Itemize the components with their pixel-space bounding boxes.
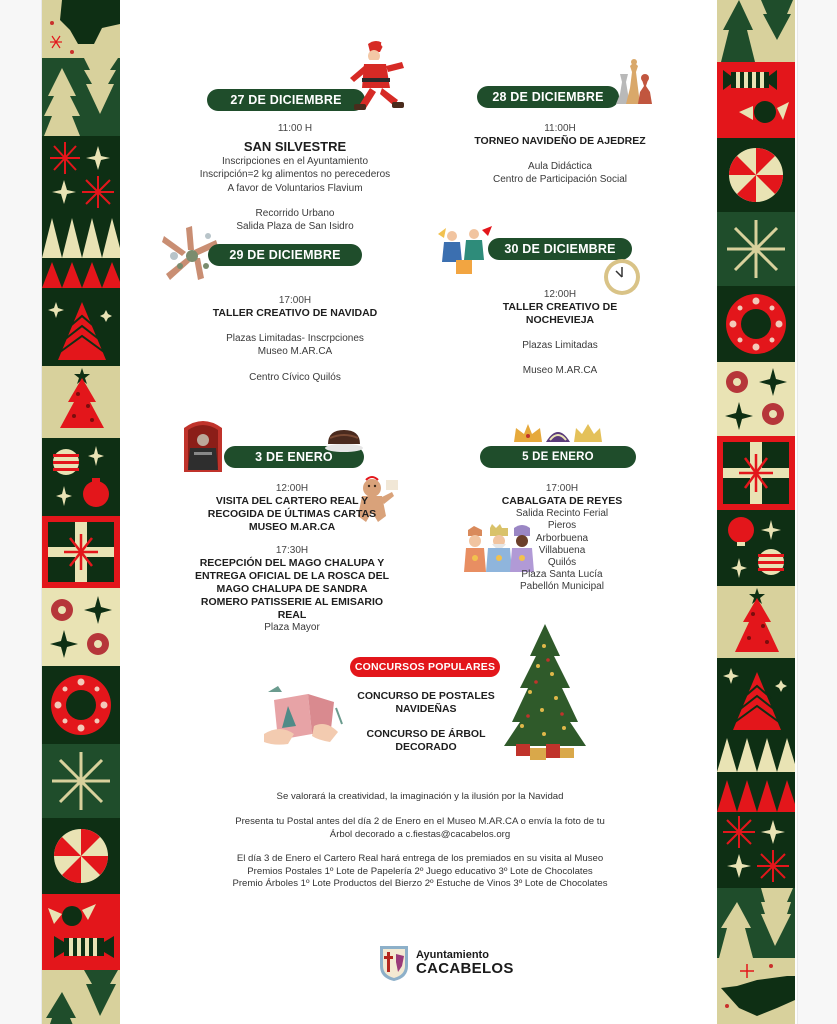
postcard-craft-icon — [264, 684, 344, 748]
stars-tile — [42, 136, 120, 214]
contests-header-pill — [350, 657, 500, 677]
event-title: MUSEO M.AR.CA — [248, 521, 336, 534]
contests-list — [346, 690, 506, 754]
footer-line: Premios Postales 1º Lote de Papelería 2º Juego educativo 3º Lote de Chocolates — [247, 865, 593, 877]
pine-trees-tile — [42, 970, 120, 1024]
event-29-dic — [190, 294, 400, 384]
dove-icon — [717, 958, 795, 1024]
christmas-tree-icon — [42, 288, 120, 366]
date-pill-5-ene — [480, 446, 636, 468]
chess-pieces-icon — [612, 58, 654, 106]
event-title: SAN SILVESTRE — [243, 139, 347, 155]
ornaments-tile — [42, 438, 120, 516]
event-title: REAL — [277, 609, 307, 622]
snowflake-icon — [717, 212, 795, 286]
event-28-dic — [442, 122, 678, 187]
snowflakes-tile — [42, 588, 120, 666]
event-time: 12:00H — [275, 483, 309, 494]
pine-trees-tile — [42, 58, 120, 136]
submission-note — [180, 816, 660, 841]
contest-item: DECORADO — [395, 741, 457, 753]
event-title: CABALGATA DE REYES — [501, 495, 623, 508]
candy-tile — [42, 894, 120, 970]
contest-item: CONCURSO DE ÁRBOL — [366, 728, 486, 740]
peppermint-tile — [717, 138, 795, 212]
dove-icon — [42, 0, 120, 58]
evaluation-note — [180, 791, 660, 804]
footer-line: Se valorará la creatividad, la imaginación y la ilusión por la Navidad — [276, 791, 564, 802]
contest-item: CONCURSO DE POSTALES — [357, 690, 495, 702]
date-pill-28-dic — [477, 86, 619, 108]
zigzag-icon — [42, 214, 120, 258]
event-title: VISITA DEL CARTERO REAL Y — [215, 495, 369, 508]
gift-icon — [717, 436, 795, 510]
footer-line: Presenta tu Postal antes del día 2 de Enero en el Museo M.AR.CA o envía la foto de tu — [235, 816, 605, 827]
candy-tile — [717, 62, 795, 138]
footer-line: Premio Árboles 1º Lote Productos del Bierzo 2º Estuche de Vinos 3º Lote de Chocolates — [232, 878, 608, 889]
date-pill-29-dic — [208, 244, 362, 266]
christmas-tree-icon — [42, 366, 120, 438]
event-3-ene-session-1 — [194, 482, 390, 534]
red-tree-tile — [717, 658, 795, 736]
snow-star-tile — [42, 744, 120, 818]
date-label: 27 DE DICIEMBRE — [230, 93, 342, 107]
wreath-icon — [717, 286, 795, 362]
crowns-icon — [512, 422, 606, 444]
event-location: Aula Didáctica — [528, 161, 592, 173]
snow-star-tile — [717, 212, 795, 286]
event-time: 11:00H — [544, 123, 576, 134]
right-decorative-border — [717, 0, 795, 1024]
snowflake-icon — [717, 362, 795, 436]
left-decorative-border — [42, 0, 120, 1024]
wreath-icon — [42, 666, 120, 744]
pine-tree-icon — [42, 58, 120, 136]
rosca-cake-icon — [324, 426, 364, 452]
event-time: 17:30H — [275, 545, 309, 556]
event-time: 17:00H — [278, 295, 312, 306]
rosca-cake-icon — [324, 426, 364, 452]
contests-header: CONCURSOS POPULARES — [354, 661, 496, 673]
event-location: Salida Plaza de San Isidro — [236, 221, 354, 233]
event-detail: Museo M.AR.CA — [257, 346, 333, 358]
peppermint-icon — [717, 138, 795, 212]
snowflake-icon — [42, 744, 120, 818]
date-label: 3 DE ENERO — [255, 450, 333, 464]
red-tree-tile — [42, 288, 120, 366]
chess-pieces-icon — [612, 58, 654, 106]
zigzag-tile — [717, 736, 795, 772]
route-stop: Quilós — [547, 557, 577, 569]
event-detail: Plazas Limitadas- Inscrpciones — [226, 333, 364, 345]
prizes-note — [180, 853, 660, 891]
christmas-tree-icon — [717, 586, 795, 658]
christmas-tree-icon — [500, 622, 590, 764]
royal-throne-icon — [180, 418, 226, 474]
snowflake-icon — [42, 588, 120, 666]
event-title: NOCHEVIEJA — [525, 314, 595, 327]
event-location: Plaza Mayor — [264, 622, 320, 634]
event-title: TALLER CREATIVO DE — [502, 301, 618, 314]
footer-line: El día 3 de Enero el Cartero Real hará entrega de los premiados en su visita al Museo — [236, 853, 604, 864]
gift-tile — [717, 436, 795, 510]
date-pill-27-dic — [207, 89, 365, 111]
dove-tile — [717, 958, 795, 1024]
candy-icon — [717, 62, 795, 138]
date-label: 29 DE DICIEMBRE — [229, 248, 341, 262]
crowns-icon — [512, 422, 606, 444]
event-5-ene — [486, 482, 638, 594]
ayuntamiento-logo — [378, 944, 514, 982]
zigzag-icon — [717, 772, 795, 812]
decorated-tree-tile — [42, 366, 120, 438]
event-location: Centro Cívico Quilós — [249, 371, 341, 383]
logo-line-2: CACABELOS — [416, 960, 514, 977]
left-gutter — [0, 0, 42, 1024]
right-gutter — [797, 0, 837, 1024]
event-location: Museo M.AR.CA — [522, 365, 598, 377]
event-time: 12:00H — [543, 289, 577, 300]
coat-of-arms-icon — [378, 944, 410, 982]
wreath-tile — [717, 286, 795, 362]
zigzag-icon — [42, 258, 120, 288]
zigzag-tile — [42, 214, 120, 258]
event-title: MAGO CHALUPA DE SANDRA — [216, 583, 368, 596]
postcard-craft-icon — [264, 684, 344, 748]
event-title: RECEPCIÓN DEL MAGO CHALUPA Y — [199, 557, 385, 570]
event-location: Centro de Participación Social — [493, 174, 627, 186]
route-stop: Pabellón Municipal — [520, 581, 604, 593]
route-stop: Villabuena — [538, 544, 586, 556]
christmas-tree-icon — [717, 658, 795, 736]
ornaments-tile — [717, 510, 795, 586]
event-time: 11:00 H — [277, 123, 313, 134]
decorated-tree-tile — [717, 586, 795, 658]
candy-icon — [42, 894, 120, 970]
logo-line-1: Ayuntamiento — [416, 949, 489, 961]
pine-tree-icon — [717, 0, 795, 62]
snowflakes-tile — [717, 362, 795, 436]
santa-running-icon — [346, 38, 416, 114]
event-poster — [120, 0, 717, 1024]
event-27-dic — [190, 122, 400, 233]
red-zigzag-tile — [717, 772, 795, 812]
ornament-icon — [717, 510, 795, 586]
gift-icon — [42, 516, 120, 588]
event-title: ROMERO PATISSERIE AL EMISARIO — [200, 596, 384, 609]
stars-tile — [717, 812, 795, 888]
event-detail: A favor de Voluntarios Flavium — [227, 182, 363, 194]
wreath-tile — [42, 666, 120, 744]
christmas-tree-icon — [500, 622, 590, 764]
date-label: 28 DE DICIEMBRE — [492, 90, 604, 104]
peppermint-tile — [42, 818, 120, 894]
event-title: ENTREGA OFICIAL DE LA ROSCA DEL — [194, 570, 390, 583]
event-title: TORNEO NAVIDEÑO DE AJEDREZ — [474, 135, 646, 148]
royal-throne-icon — [180, 418, 226, 474]
date-label: 30 DE DICIEMBRE — [504, 242, 616, 256]
event-time: 17:00H — [545, 483, 579, 494]
sparkle-icon — [717, 812, 795, 888]
footer-line: Árbol decorado a c.fiestas@cacabelos.org — [329, 828, 511, 840]
zigzag-icon — [717, 736, 795, 772]
gift-tile — [42, 516, 120, 588]
event-title: RECOGIDA DE ÚLTIMAS CARTAS — [207, 508, 377, 521]
pine-tree-icon — [717, 888, 795, 958]
santa-running-icon — [346, 38, 416, 114]
pine-tree-icon — [42, 970, 120, 1024]
event-detail: Inscripción=2 kg alimentos no perecederos — [199, 169, 391, 181]
contest-item: NAVIDEÑAS — [395, 703, 457, 715]
route-stop: Plaza Santa Lucía — [521, 569, 603, 581]
pine-trees-tile — [717, 888, 795, 958]
sparkle-icon — [42, 136, 120, 214]
route-stop: Salida Recinto Ferial — [515, 508, 609, 520]
event-detail: Inscripciones en el Ayuntamiento — [221, 156, 368, 168]
red-zigzag-tile — [42, 258, 120, 288]
dove-tile — [42, 0, 120, 58]
event-detail: Plazas Limitadas — [522, 340, 598, 352]
peppermint-icon — [42, 818, 120, 894]
route-stop: Pieros — [547, 520, 577, 532]
route-stop: Arborbuena — [535, 532, 589, 544]
date-label: 5 DE ENERO — [522, 451, 594, 463]
ornament-icon — [42, 438, 120, 516]
event-3-ene-session-2 — [182, 544, 402, 633]
event-location: Recorrido Urbano — [255, 207, 335, 219]
pine-trees-tile — [717, 0, 795, 62]
event-title: TALLER CREATIVO DE NAVIDAD — [212, 307, 378, 320]
event-30-dic — [482, 288, 638, 378]
